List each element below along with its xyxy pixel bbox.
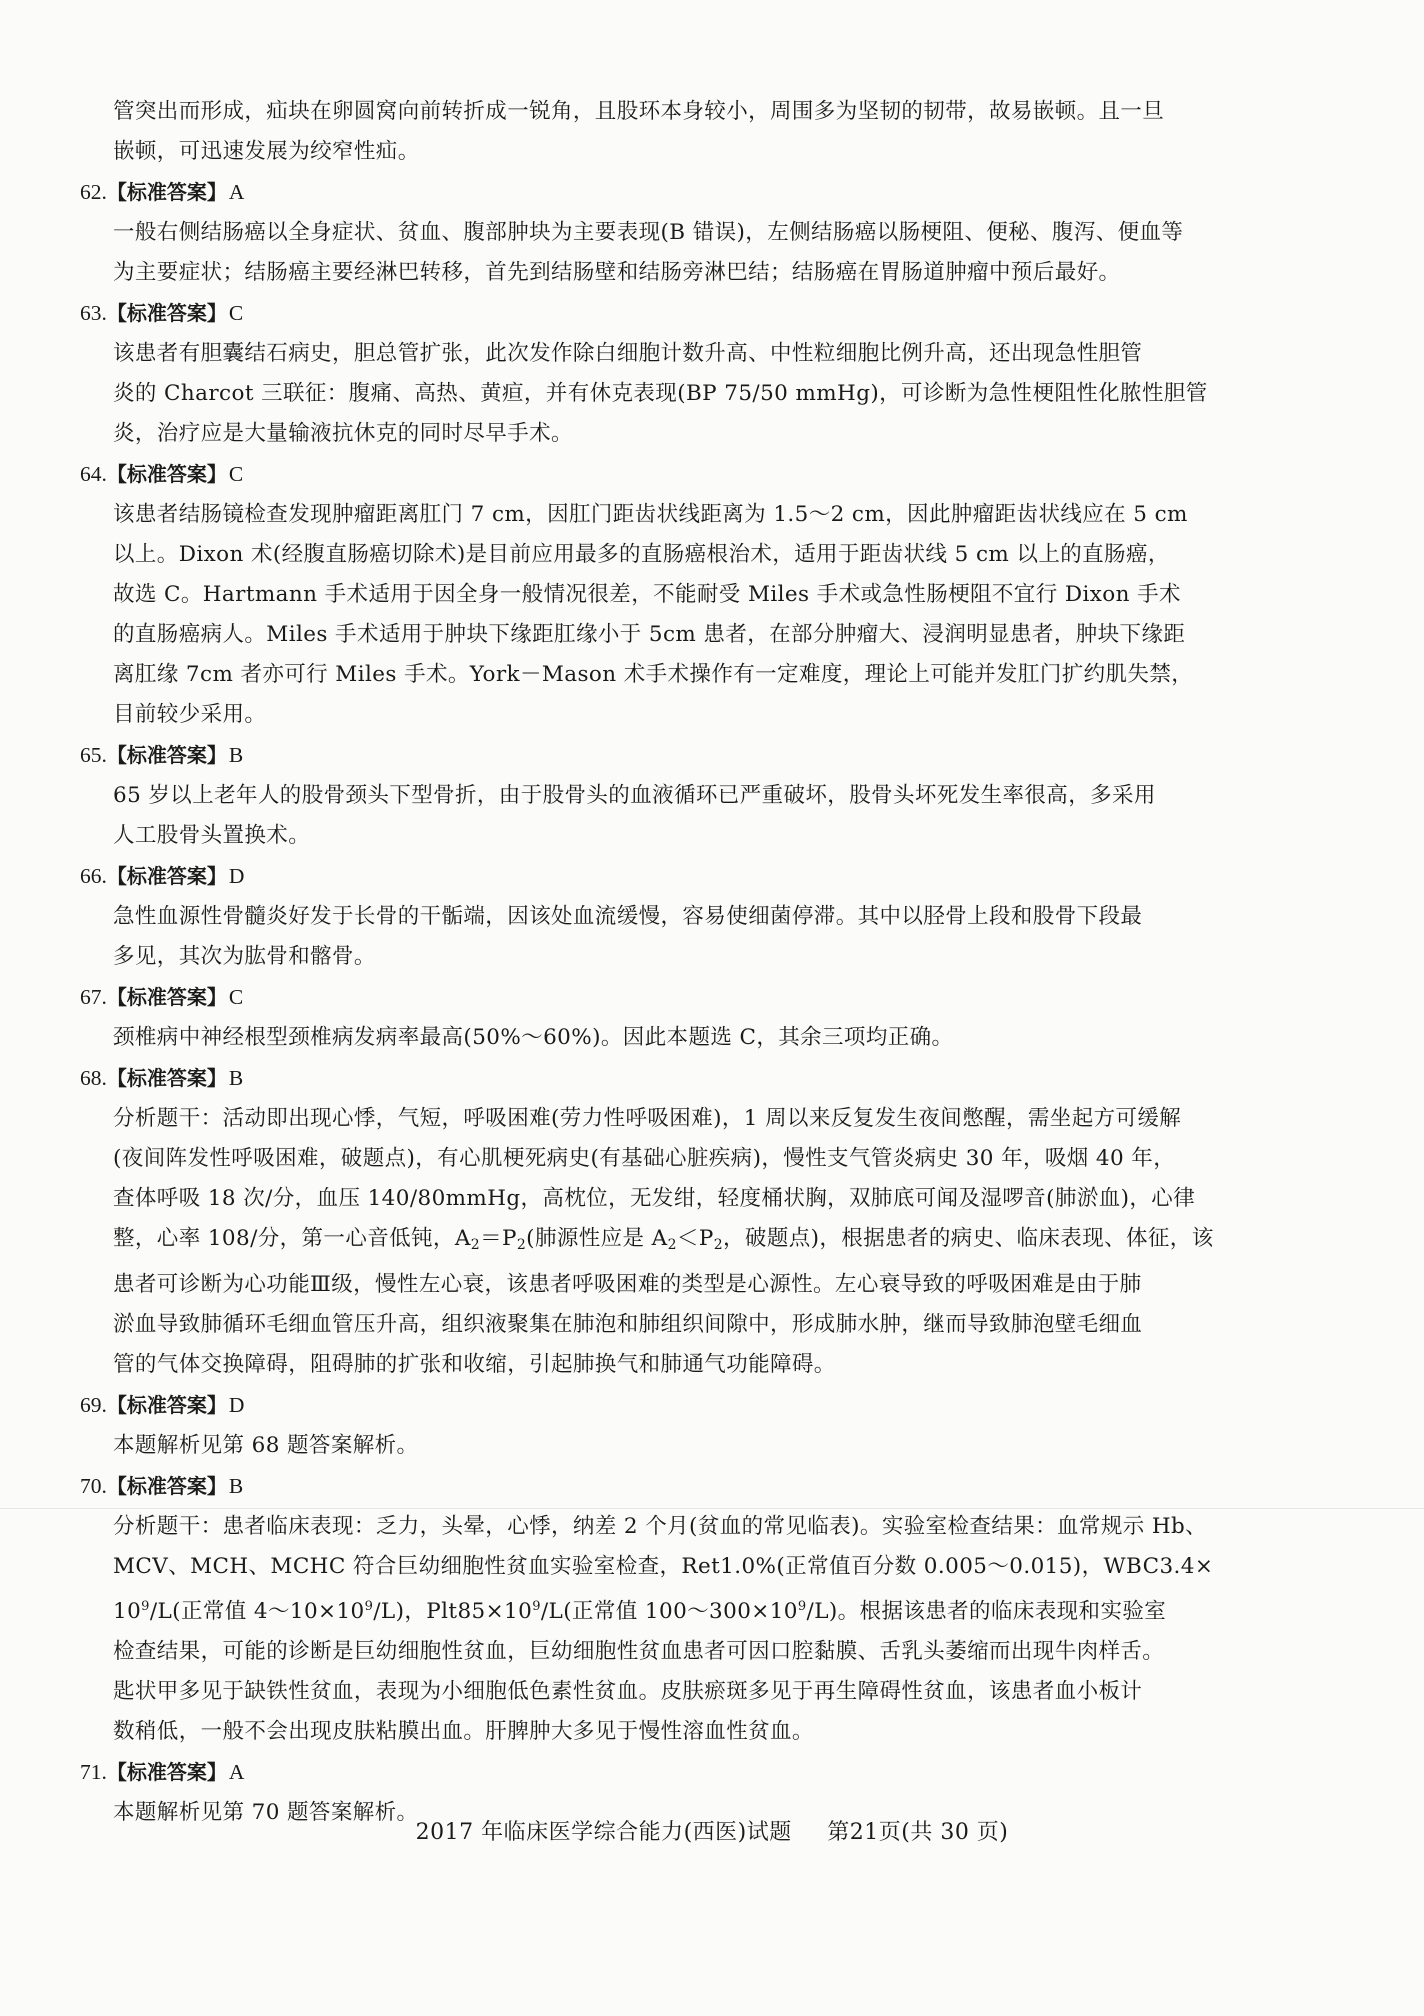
superscript: 9 [141,1599,150,1614]
explanation-paragraph [113,1099,1295,1385]
explanation-paragraph [113,1426,1295,1466]
answer-letter: A [228,1760,245,1784]
text-line: 急性血源性骨髓炎好发于长骨的干骺端，因该处血流缓慢，容易使细菌停滞。其中以胫骨上段和股骨下段最 [113,904,1143,929]
text-fragment: /L)，Plt85×10 [373,1599,533,1624]
answer-letter: A [228,180,245,204]
question-block [80,856,1295,977]
text-line: 本题解析见第 68 题答案解析。 [113,1433,419,1458]
answer-letter: C [228,301,244,325]
question-number: 70. [80,1474,107,1498]
answer-heading [80,1466,1295,1507]
question-number: 71. [80,1760,107,1784]
text-line: 以上。Dixon 术(经腹直肠癌切除术)是目前应用最多的直肠癌根治术，适用于距齿状线 5 cm 以上的直肠癌， [113,542,1170,567]
answer-letter: D [228,1393,245,1417]
text-line: 匙状甲多见于缺铁性贫血，表现为小细胞低色素性贫血。皮肤瘀斑多见于再生障碍性贫血，该患者血小板计 [113,1679,1143,1704]
explanation-paragraph [113,776,1295,856]
answer-label: 【标准答案】 [106,985,227,1009]
text-fragment: 10 [113,1599,142,1624]
answer-letter: B [228,743,244,767]
question-block [80,1466,1295,1752]
text-line: 该患者有胆囊结石病史，胆总管扩张，此次发作除白细胞计数升高、中性粒细胞比例升高，还出现急性胆管 [113,341,1143,366]
question-number: 62. [80,180,107,204]
text-line: 炎的 Charcot 三联征：腹痛、高热、黄疸，并有休克表现(BP 75/50 mmHg)，可诊断为急性梗阻性化脓性胆管 [113,381,1208,406]
answer-heading [80,977,1295,1018]
text-line: 管的气体交换障碍，阻碍肺的扩张和收缩，引起肺换气和肺通气功能障碍。 [113,1352,836,1377]
answer-explanations [80,92,1295,1833]
question-block [80,977,1295,1058]
text-fragment: /L(正常值 100～300×10 [540,1599,798,1624]
text-line: 为主要症状；结肠癌主要经淋巴转移，首先到结肠壁和结肠旁淋巴结；结肠癌在胃肠道肿瘤中预后最好。 [113,260,1121,285]
explanation-paragraph [113,1018,1295,1058]
text-fragment: (肺源性应是 A [526,1226,668,1251]
question-block [80,735,1295,856]
text-line: 患者可诊断为心功能Ⅲ级，慢性左心衰，该患者呼吸困难的类型是心源性。左心衰导致的呼吸困难是由于肺 [113,1272,1142,1297]
superscript: 9 [364,1599,374,1614]
question-number: 63. [80,301,107,325]
text-line: 淤血导致肺循环毛细血管压升高，组织液聚集在肺泡和肺组织间隙中，形成肺水肿，继而导致肺泡壁毛细血 [113,1312,1143,1337]
answer-label: 【标准答案】 [106,301,227,325]
question-number: 69. [80,1393,107,1417]
answer-label: 【标准答案】 [106,1393,227,1417]
text-line: 分析题干：活动即出现心悸，气短，呼吸困难(劳力性呼吸困难)，1 周以来反复发生夜间憋醒，需坐起方可缓解 [113,1106,1182,1131]
answer-letter: B [228,1474,244,1498]
text-fragment: ＜P [676,1226,714,1251]
question-block [80,293,1295,454]
explanation-paragraph [113,897,1295,977]
subscript: 2 [713,1237,724,1253]
text-fragment: /L)。根据该患者的临床表现和实验室 [806,1599,1167,1624]
text-line: 管突出而形成，疝块在卵圆窝向前转折成一锐角，且股环本身较小，周围多为坚韧的韧带，故易嵌顿。且一旦 [113,99,1165,124]
text-line: 嵌顿，可迅速发展为绞窄性疝。 [113,139,420,164]
answer-heading [80,454,1295,495]
text-fragment: ，破题点)，根据患者的病史、临床表现、体征，该 [723,1226,1214,1251]
answer-heading [80,735,1295,776]
question-block [80,1058,1295,1385]
answer-letter: B [228,1066,244,1090]
scientific-line [113,1587,1295,1632]
explanation-paragraph [113,1507,1295,1752]
answer-label: 【标准答案】 [106,1760,227,1784]
superscript: 9 [797,1599,807,1614]
text-line: 目前较少采用。 [113,702,267,727]
superscript: 9 [532,1599,541,1614]
text-line: 故选 C。Hartmann 手术适用于因全身一般情况很差，不能耐受 Miles 手术或急性肠梗阻不宜行 Dixon 手术 [113,582,1181,607]
answer-letter: D [228,864,245,888]
text-fragment: /L(正常值 4～10×10 [149,1599,365,1624]
answer-letter: C [228,985,244,1009]
question-number: 66. [80,864,107,888]
answer-heading [80,856,1295,897]
answer-label: 【标准答案】 [106,462,227,486]
answer-label: 【标准答案】 [106,743,227,767]
question-number: 65. [80,743,107,767]
text-line: 数稍低，一般不会出现皮肤粘膜出血。肝脾肿大多见于慢性溶血性贫血。 [113,1719,814,1744]
question-block [80,172,1295,293]
subscript: 2 [516,1237,527,1253]
answer-heading [80,1752,1295,1793]
text-line: 65 岁以上老年人的股骨颈头下型骨折，由于股骨头的血液循环已严重破坏，股骨头坏死发生率很高，多采用 [113,783,1156,808]
explanation-paragraph [113,213,1295,293]
question-block [80,1385,1295,1466]
question-number: 64. [80,462,107,486]
subscript: 2 [667,1237,677,1253]
text-fragment: ＝P [480,1226,517,1251]
answer-heading [80,293,1295,334]
answer-label: 【标准答案】 [106,180,227,204]
text-line: 人工股骨头置换术。 [113,823,311,848]
text-line: 分析题干：患者临床表现：乏力，头晕，心悸，纳差 2 个月(贫血的常见临表)。实验室检查结果：血常规示 Hb、 [113,1514,1208,1539]
text-line: 检查结果，可能的诊断是巨幼细胞性贫血，巨幼细胞性贫血患者可因口腔黏膜、舌乳头萎缩而出现牛肉样舌。 [113,1639,1165,1664]
text-line: 多见，其次为肱骨和髂骨。 [113,944,376,969]
subscript: 2 [470,1237,481,1253]
formula-line [113,1219,1295,1265]
answer-heading [80,172,1295,213]
answer-letter: C [228,462,244,486]
text-line: 颈椎病中神经根型颈椎病发病率最高(50%～60%)。因此本题选 C，其余三项均正确。 [113,1025,954,1050]
text-line: (夜间阵发性呼吸困难，破题点)，有心肌梗死病史(有基础心脏疾病)，慢性支气管炎病史 30 年，吸烟 40 年， [113,1146,1176,1171]
question-number: 68. [80,1066,107,1090]
text-line: 该患者结肠镜检查发现肿瘤距离肛门 7 cm，因肛门距齿状线距离为 1.5～2 cm，因此肿瘤距齿状线应在 5 cm [113,502,1188,527]
page-footer [0,1815,1424,1846]
explanation-paragraph [113,334,1295,454]
question-block [80,454,1295,735]
answer-label: 【标准答案】 [106,1474,227,1498]
text-line: 的直肠癌病人。Miles 手术适用于肿块下缘距肛缘小于 5cm 患者，在部分肿瘤大、浸润明显患者，肿块下缘距 [113,622,1186,647]
intro-paragraph [113,92,1295,172]
answer-label: 【标准答案】 [106,864,227,888]
question-number: 67. [80,985,107,1009]
text-line: 本题解析见第 70 题答案解析。 [113,1800,419,1825]
text-fragment: 整，心率 108/分，第一心音低钝，A [113,1226,471,1251]
text-line: 离肛缘 7cm 者亦可行 Miles 手术。York－Mason 术手术操作有一定难度，理论上可能并发肛门扩约肌失禁， [113,662,1194,687]
text-line: MCV、MCH、MCHC 符合巨幼细胞性贫血实验室检查，Ret1.0%(正常值百分数 0.005～0.015)，WBC3.4× [113,1554,1214,1579]
text-line: 查体呼吸 18 次/分，血压 140/80mmHg，高枕位，无发绀，轻度桶状胸，双肺底可闻及湿啰音(肺淤血)，心律 [113,1186,1196,1211]
exam-title: 2017 年临床医学综合能力(西医)试题 [415,1820,792,1845]
answer-heading [80,1385,1295,1426]
answer-label: 【标准答案】 [106,1066,227,1090]
page-number: 第21页(共 30 页) [827,1820,1009,1845]
text-line: 一般右侧结肠癌以全身症状、贫血、腹部肿块为主要表现(B 错误)，左侧结肠癌以肠梗阻、便秘、腹泻、便血等 [113,220,1184,245]
explanation-paragraph [113,495,1295,735]
text-line: 炎，治疗应是大量输液抗休克的同时尽早手术。 [113,421,573,446]
answer-heading [80,1058,1295,1099]
